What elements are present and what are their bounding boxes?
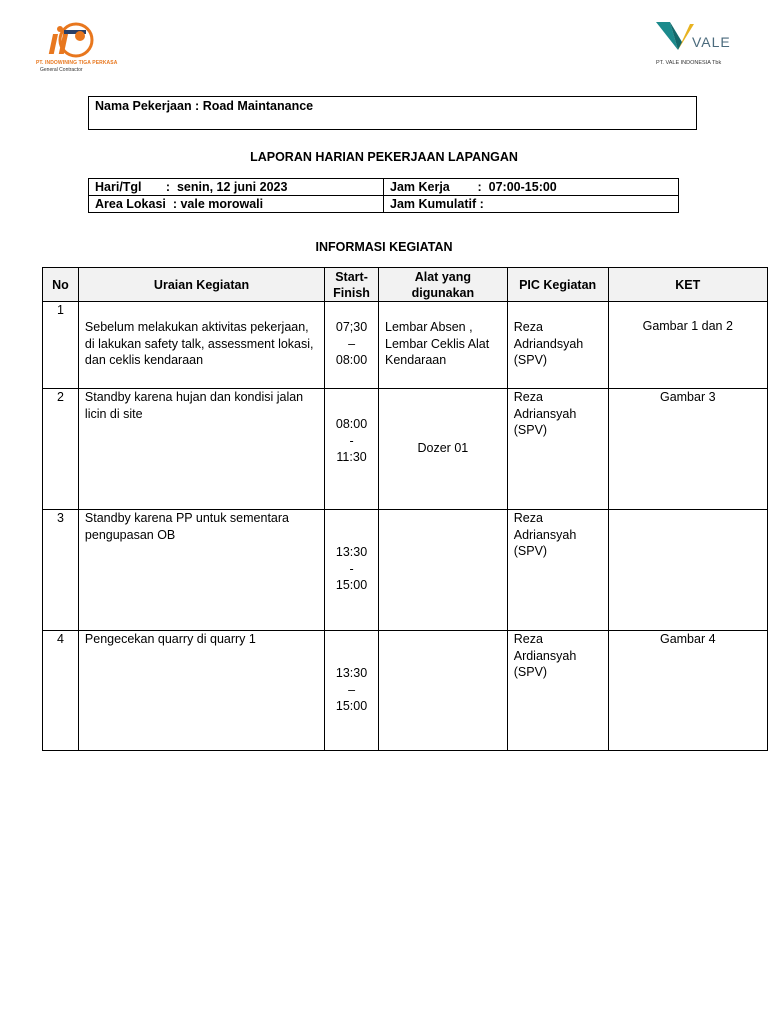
row-alat-cell xyxy=(379,631,508,751)
row-ket: Gambar 1 dan 2 xyxy=(642,319,733,333)
row-time-cell xyxy=(325,302,379,389)
vale-brand-text: VALE xyxy=(692,34,731,50)
report-info-table xyxy=(88,178,679,213)
row-alat-cell xyxy=(379,389,508,510)
job-name-label: Nama Pekerjaan : Road Maintanance xyxy=(95,99,314,113)
header-no: No xyxy=(43,268,79,302)
header-pic: PIC Kegiatan xyxy=(507,268,608,302)
area-lokasi-cell: Area Lokasi : vale morowali xyxy=(89,196,384,213)
row-no-cell xyxy=(43,389,79,510)
row-time: 13:30 - 15:00 xyxy=(335,545,368,592)
row-pic-cell xyxy=(507,631,608,751)
row-time-cell xyxy=(325,510,379,631)
row-time-cell xyxy=(325,631,379,751)
info-row xyxy=(89,179,679,196)
header-uraian: Uraian Kegiatan xyxy=(78,268,324,302)
row-pic: Reza Adriandsyah (SPV) xyxy=(513,320,584,367)
row-alat-cell xyxy=(379,302,508,389)
company-logo-right xyxy=(652,18,742,74)
row-pic: Reza Adriansyah (SPV) xyxy=(513,390,577,437)
row-alat: Dozer 01 xyxy=(417,441,469,455)
row-pic-cell xyxy=(507,302,608,389)
row-ket: Gambar 4 xyxy=(659,632,716,646)
vale-logo-icon xyxy=(656,20,696,56)
table-header-row xyxy=(43,268,768,302)
header-start-finish: Start- Finish xyxy=(325,268,379,302)
row-uraian-cell xyxy=(78,631,324,751)
hari-tgl-cell: Hari/Tgl : senin, 12 juni 2023 xyxy=(89,179,384,196)
row-ket-cell xyxy=(608,510,767,631)
row-pic: Reza Ardiansyah (SPV) xyxy=(513,632,577,679)
row-time: 13:30 – 15:00 xyxy=(335,666,368,713)
row-no: 2 xyxy=(56,390,64,404)
row-alat-cell xyxy=(379,510,508,631)
row-time: 08:00 - 11:30 xyxy=(335,417,368,464)
row-pic: Reza Adriansyah (SPV) xyxy=(513,511,577,558)
company-logo-left xyxy=(36,18,116,76)
activity-table xyxy=(42,267,768,751)
row-uraian-cell xyxy=(78,302,324,389)
section-title: INFORMASI KEGIATAN xyxy=(315,240,453,254)
row-alat: Lembar Absen , Lembar Ceklis Alat Kendaraan xyxy=(385,320,490,367)
row-uraian: Sebelum melakukan aktivitas pekerjaan, di lakukan safety talk, assessment lokasi, dan ceklis kendaraan xyxy=(84,320,314,367)
row-ket-cell xyxy=(608,302,767,389)
row-pic-cell xyxy=(507,510,608,631)
job-name-box xyxy=(88,96,697,130)
row-uraian: Standby karena hujan dan kondisi jalan licin di site xyxy=(84,390,304,421)
row-no-cell xyxy=(43,631,79,751)
row-ket-cell xyxy=(608,389,767,510)
report-title: LAPORAN HARIAN PEKERJAAN LAPANGAN xyxy=(250,150,518,164)
table-row xyxy=(43,631,768,751)
row-ket: Gambar 3 xyxy=(659,390,716,404)
row-time-cell xyxy=(325,389,379,510)
info-row xyxy=(89,196,679,213)
table-row xyxy=(43,302,768,389)
row-no: 3 xyxy=(56,511,64,525)
row-uraian-cell xyxy=(78,389,324,510)
header-alat: Alat yang digunakan xyxy=(379,268,508,302)
row-ket-cell xyxy=(608,631,767,751)
row-no-cell xyxy=(43,510,79,631)
right-logo-subtitle: PT. VALE INDONESIA Tbk xyxy=(656,60,722,66)
left-logo-subtitle: General Contractor xyxy=(40,67,83,73)
row-uraian: Pengecekan quarry di quarry 1 xyxy=(84,632,256,646)
jam-kerja-cell: Jam Kerja : 07:00-15:00 xyxy=(384,179,679,196)
row-no: 4 xyxy=(56,632,64,646)
header-ket: KET xyxy=(608,268,767,302)
row-no: 1 xyxy=(56,303,64,317)
table-row xyxy=(43,510,768,631)
row-uraian: Standby karena PP untuk sementara pengupasan OB xyxy=(84,511,289,542)
indowining-logo-icon xyxy=(44,20,104,60)
row-no-cell xyxy=(43,302,79,389)
row-pic-cell xyxy=(507,389,608,510)
jam-kumulatif-cell: Jam Kumulatif : xyxy=(384,196,679,213)
row-time: 07;30 – 08:00 xyxy=(335,320,368,367)
table-row xyxy=(43,389,768,510)
row-uraian-cell xyxy=(78,510,324,631)
left-logo-company: PT. INDOWINING TIGA PERKASA xyxy=(36,60,118,66)
